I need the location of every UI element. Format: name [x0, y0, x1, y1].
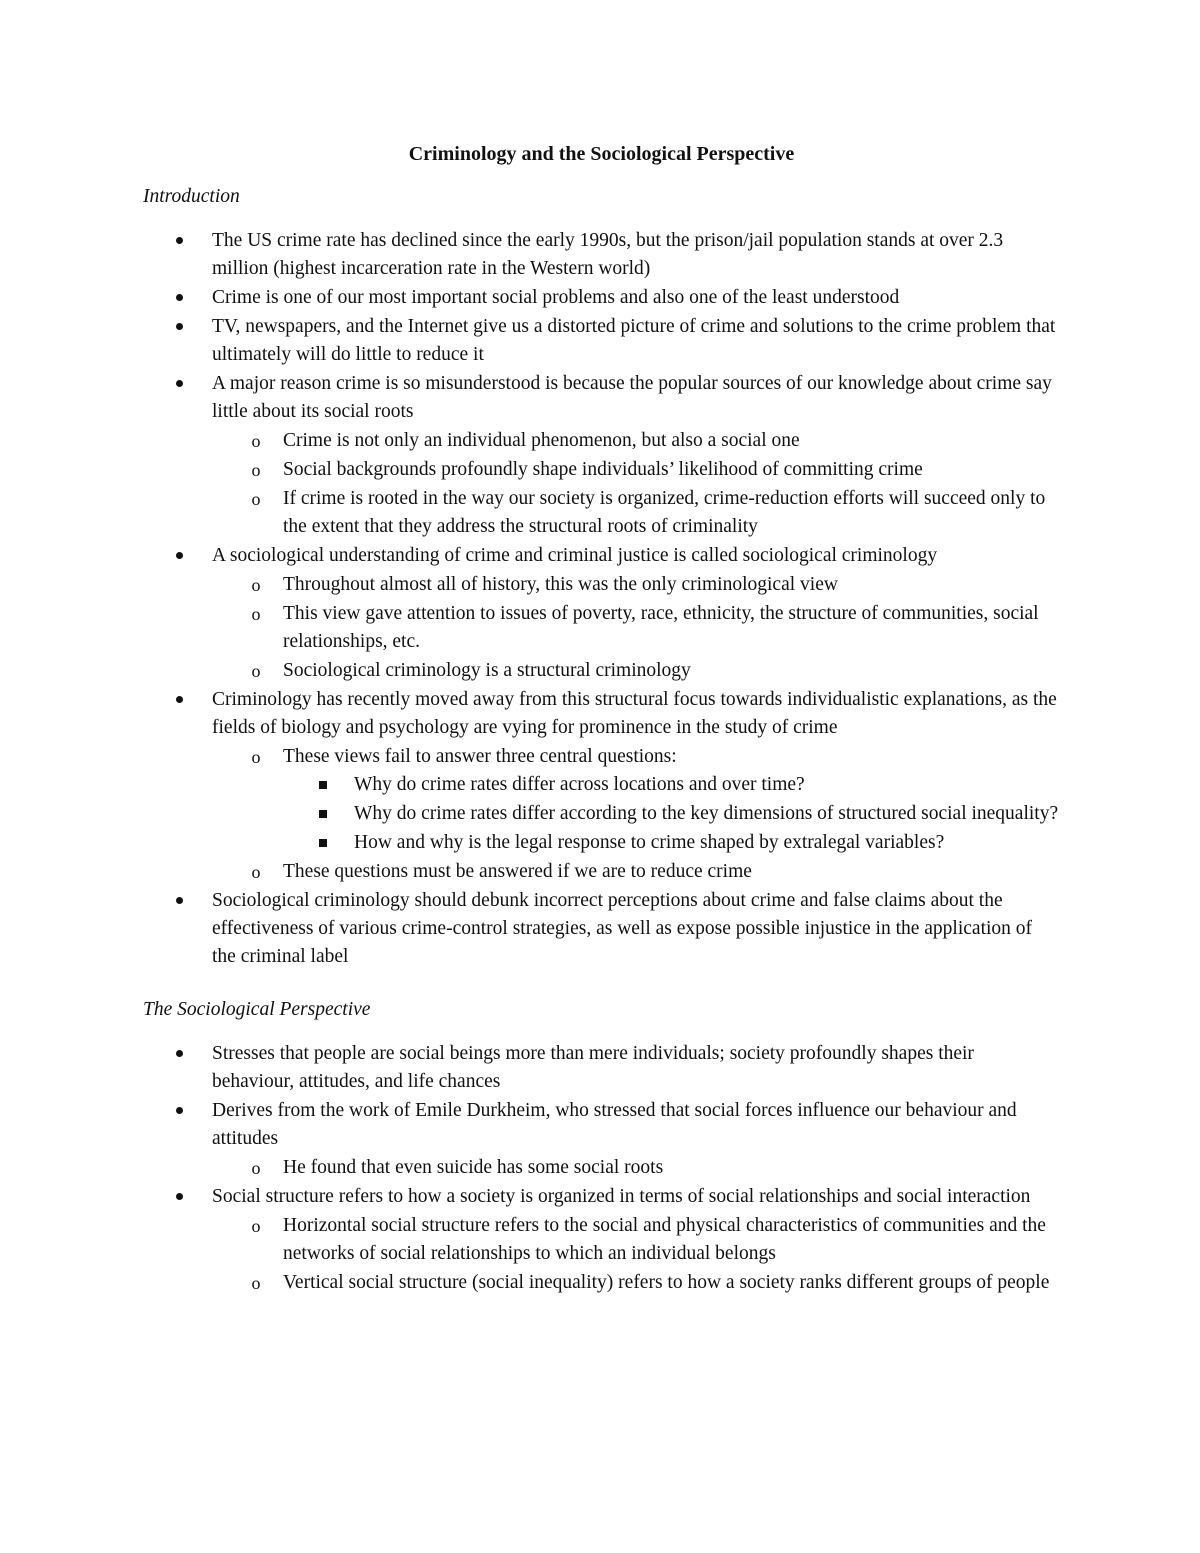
sub-list-item [212, 858, 1060, 886]
sub-list-item [212, 657, 1060, 685]
sub-list [212, 743, 1060, 886]
list-item [143, 1097, 1060, 1182]
list-item [143, 313, 1060, 369]
sub-list [212, 1212, 1060, 1297]
circle-bullet-icon: o [251, 575, 261, 595]
list-item-text: A major reason crime is so misunderstood is because the popular sources of our knowledge about crime say little about its social roots [212, 373, 1052, 422]
sub-list-item-text: Social backgrounds profoundly shape individuals’ likelihood of committing crime [283, 459, 923, 480]
sub-list-item [212, 485, 1060, 541]
circle-bullet-icon: o [251, 1216, 261, 1236]
bullet-icon [172, 313, 186, 341]
list-item-text: Criminology has recently moved away from this structural focus towards individualistic explanations, as the fields of biology and psychology are vying for prominence in the study of crime [212, 689, 1057, 738]
sub-sub-list-item-text: How and why is the legal response to crime shaped by extralegal variables? [354, 832, 945, 853]
list-item [143, 686, 1060, 886]
sociological-perspective-list [143, 1040, 1060, 1297]
square-bullet-icon [319, 810, 327, 818]
sub-list-item-text: Throughout almost all of history, this was the only criminological view [283, 574, 838, 595]
sub-list-item-text: Vertical social structure (social inequality) refers to how a society ranks different groups of people [283, 1272, 1050, 1293]
section-heading-sociological-perspective: The Sociological Perspective [143, 999, 371, 1020]
section-spacer [143, 972, 1060, 996]
circle-bullet-icon: o [251, 1273, 261, 1293]
circle-bullet-icon: o [251, 460, 261, 480]
circle-bullet-icon: o [251, 661, 261, 681]
sub-sub-list-item [283, 800, 1060, 828]
list-item-text: The US crime rate has declined since the early 1990s, but the prison/jail population stands at over 2.3 million (highest incarceration rate in the Western world) [212, 230, 1004, 279]
sub-list-item-text: These views fail to answer three central questions: [283, 746, 677, 767]
bullet-icon [172, 1097, 186, 1125]
square-bullet-icon [319, 781, 327, 789]
list-item [143, 370, 1060, 541]
sub-sub-list-item-text: Why do crime rates differ according to the key dimensions of structured social inequality? [354, 803, 1059, 824]
introduction-list [143, 227, 1060, 971]
sub-list [212, 1154, 1060, 1182]
section-heading-introduction: Introduction [143, 186, 240, 207]
sub-sub-list-item [283, 829, 1060, 857]
list-item-text: Crime is one of our most important social problems and also one of the least understood [212, 287, 900, 308]
sub-list-item-text: Sociological criminology is a structural criminology [283, 660, 691, 681]
bullet-icon [172, 542, 186, 570]
sub-list-item-text: Crime is not only an individual phenomenon, but also a social one [283, 430, 800, 451]
list-item-text: Sociological criminology should debunk incorrect perceptions about crime and false claims about the effectiveness of various crime-control strategies, as well as expose possible injustice in the application of the criminal label [212, 890, 1033, 967]
sub-list-item [212, 571, 1060, 599]
bullet-icon [172, 1040, 186, 1068]
sub-list-item-text: If crime is rooted in the way our society is organized, crime-reduction efforts will succeed only to the extent that they address the structural roots of criminality [283, 488, 1046, 537]
sub-list-item [212, 600, 1060, 656]
circle-bullet-icon: o [251, 1158, 261, 1178]
list-item-text: Derives from the work of Emile Durkheim, who stressed that social forces influence our behaviour and attitudes [212, 1100, 1017, 1149]
sub-list-item [212, 456, 1060, 484]
bullet-icon [172, 370, 186, 398]
sub-sub-list-item [283, 771, 1060, 799]
bullet-icon [172, 284, 186, 312]
list-item [143, 1183, 1060, 1297]
circle-bullet-icon: o [251, 431, 261, 451]
bullet-icon [172, 227, 186, 255]
list-item-text: Stresses that people are social beings more than mere individuals; society profoundly shapes their behaviour, attitudes, and life chances [212, 1043, 974, 1092]
sub-list-item-text: Horizontal social structure refers to the social and physical characteristics of communities and the networks of social relationships to which an individual belongs [283, 1215, 1046, 1264]
circle-bullet-icon: o [251, 747, 261, 767]
sub-sub-list [283, 771, 1060, 857]
square-bullet-icon [319, 839, 327, 847]
sub-list-item-text: These questions must be answered if we are to reduce crime [283, 861, 752, 882]
bullet-icon [172, 686, 186, 714]
sub-sub-list-item-text: Why do crime rates differ across locations and over time? [354, 774, 805, 795]
sub-list [212, 427, 1060, 541]
circle-bullet-icon: o [251, 604, 261, 624]
list-item-text: Social structure refers to how a society is organized in terms of social relationships and social interaction [212, 1186, 1031, 1207]
list-item [143, 284, 1060, 312]
circle-bullet-icon: o [251, 862, 261, 882]
list-item [143, 542, 1060, 685]
list-item [143, 1040, 1060, 1096]
sub-list-item [212, 427, 1060, 455]
sub-list-item [212, 743, 1060, 857]
list-item [143, 887, 1060, 971]
sub-list [212, 571, 1060, 685]
list-item-text: A sociological understanding of crime and criminal justice is called sociological criminology [212, 545, 938, 566]
sub-list-item [212, 1212, 1060, 1268]
list-item [143, 227, 1060, 283]
sub-list-item [212, 1269, 1060, 1297]
document-title: Criminology and the Sociological Perspective [408, 143, 795, 165]
list-item-text: TV, newspapers, and the Internet give us a distorted picture of crime and solutions to the crime problem that ultimately will do little to reduce it [212, 316, 1056, 365]
sub-list-item-text: He found that even suicide has some social roots [283, 1157, 664, 1178]
sub-list-item [212, 1154, 1060, 1182]
sub-list-item-text: This view gave attention to issues of poverty, race, ethnicity, the structure of communities, social relationships, etc. [283, 603, 1039, 652]
bullet-icon [172, 887, 186, 915]
circle-bullet-icon: o [251, 489, 261, 509]
bullet-icon [172, 1183, 186, 1211]
